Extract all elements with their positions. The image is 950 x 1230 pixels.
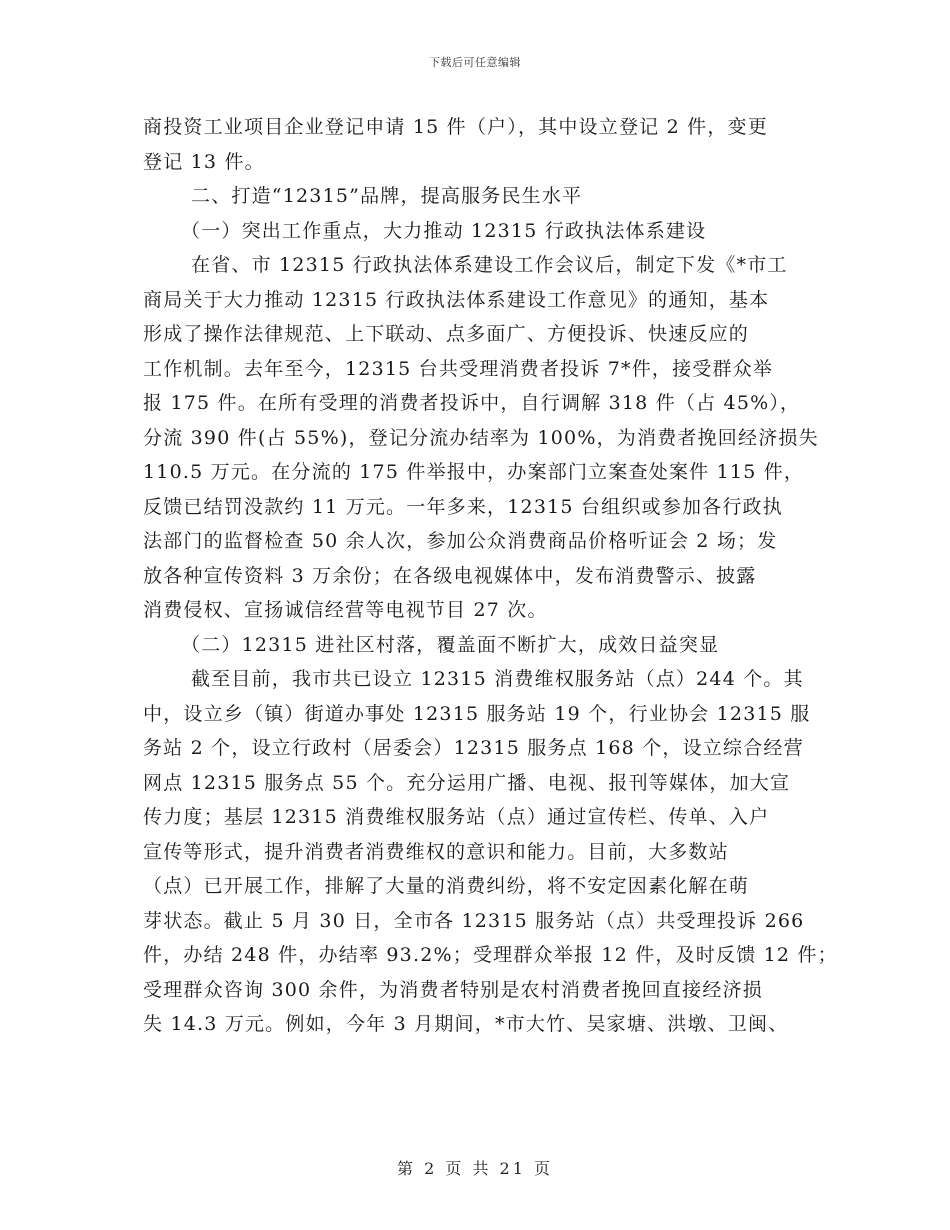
body-line: 形成了操作法律规范、上下联动、点多面广、方便投诉、快速反应的 xyxy=(143,323,750,345)
body-line: 分流 390 件(占 55%)，登记分流办结率为 100%，为消费者挽回经济损失 xyxy=(143,426,819,449)
body-line: 法部门的监督检查 50 余人次，参加公众消费商品价格听证会 2 场；发 xyxy=(143,530,778,552)
body-line: 中，设立乡（镇）街道办事处 12315 服务站 19 个，行业协会 12315 服 xyxy=(143,702,811,725)
subsection-heading: （一）突出工作重点，大力推动 12315 行政执法体系建设 xyxy=(181,219,707,242)
document-body xyxy=(143,110,838,1042)
body-line: 截至目前，我市共已设立 12315 消费维权服务站（点）244 个。其 xyxy=(191,668,804,690)
body-line: 110.5 万元。在分流的 175 件举报中，办案部门立案查处案件 115 件， xyxy=(143,461,805,483)
page-number-footer: 第 2 页 共 21 页 xyxy=(397,1159,553,1178)
body-line: 传力度；基层 12315 消费维权服务站（点）通过宣传栏、传单、入户 xyxy=(143,806,770,828)
body-line: 宣传等形式，提升消费者消费维权的意识和能力。目前，大多数站 xyxy=(143,840,729,863)
body-line: 受理群众咨询 300 余件，为消费者特别是农村消费者挽回直接经济损 xyxy=(143,978,763,1001)
body-line: 工作机制。去年至今，12315 台共受理消费者投诉 7*件，接受群众举 xyxy=(143,357,774,380)
body-line: 商局关于大力推动 12315 行政执法体系建设工作意见》的通知，基本 xyxy=(143,288,770,311)
body-line: 登记 13 件。 xyxy=(143,150,265,173)
body-line: （点）已开展工作，排解了大量的消费纠纷，将不安定因素化解在萌 xyxy=(143,875,750,897)
body-line: 放各种宣传资料 3 万余份；在各级电视媒体中，发布消费警示、披露 xyxy=(143,564,757,587)
body-line: 失 14.3 万元。例如，今年 3 月期间，*市大竹、吴家塘、洪墩、卫闽、 xyxy=(143,1013,789,1035)
body-line: 报 175 件。在所有受理的消费者投诉中，自行调解 318 件（占 45%）， xyxy=(143,392,801,414)
section-heading: 二、打造“12315”品牌，提高服务民生水平 xyxy=(191,185,583,207)
page-header-note: 下载后可任意编辑 xyxy=(429,56,521,69)
body-line: 务站 2 个，设立行政村（居委会）12315 服务点 168 个，设立综合经营 xyxy=(143,737,804,759)
body-line: 消费侵权、宣扬诚信经营等电视节目 27 次。 xyxy=(143,599,548,621)
body-line: 网点 12315 服务点 55 个。充分运用广播、电视、报刊等媒体，加大宣 xyxy=(143,771,791,794)
body-line: 件，办结 248 件，办结率 93.2%；受理群众举报 12 件，及时反馈 12 件； xyxy=(143,944,838,966)
body-line: 在省、市 12315 行政执法体系建设工作会议后，制定下发《*市工 xyxy=(191,254,788,276)
subsection-heading: （二）12315 进社区村落，覆盖面不断扩大，成效日益突显 xyxy=(181,633,720,656)
body-line: 商投资工业项目企业登记申请 15 件（户），其中设立登记 2 件，变更 xyxy=(143,116,768,138)
body-line: 反馈已结罚没款约 11 万元。一年多来，12315 台组织或参加各行政执 xyxy=(143,495,783,518)
body-line: 芽状态。截止 5 月 30 日，全市各 12315 服务站（点）共受理投诉 266 xyxy=(143,909,805,932)
